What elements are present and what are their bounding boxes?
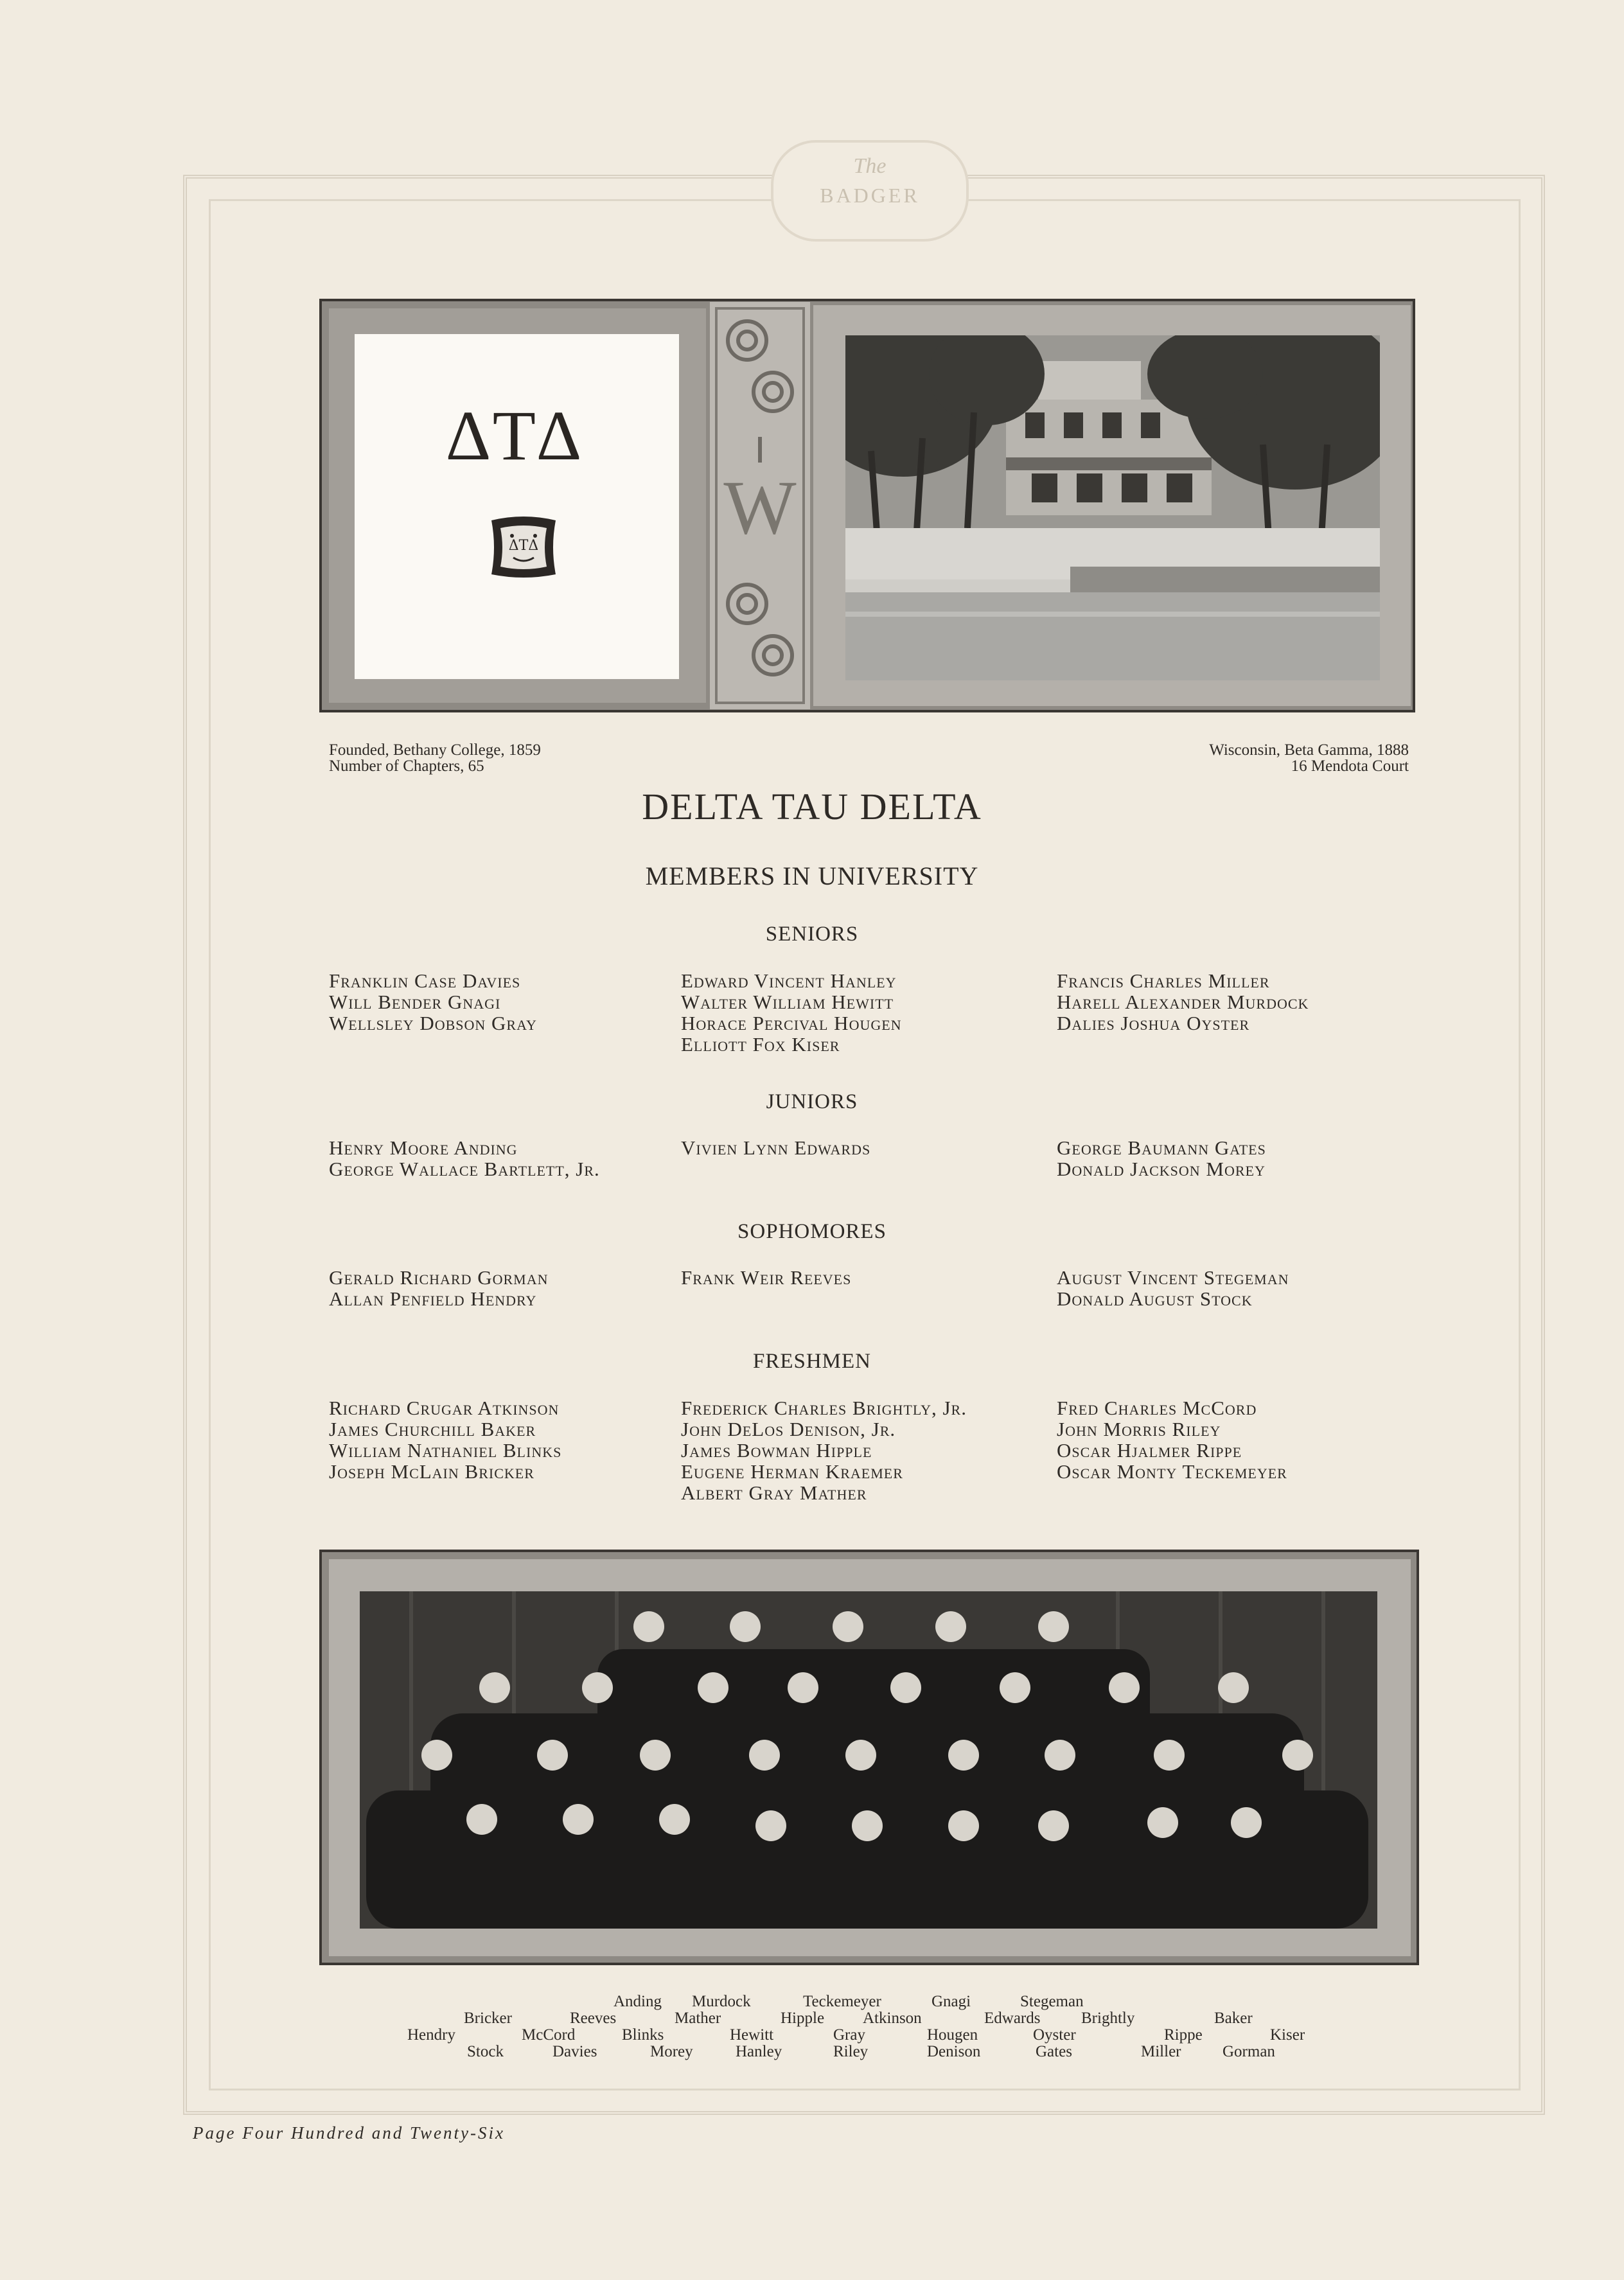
member-name: Edward Vincent Hanley <box>681 969 897 992</box>
caption-name: Murdock <box>692 1993 751 2010</box>
member-name: Fred Charles McCord <box>1057 1397 1257 1419</box>
page-number: Page Four Hundred and Twenty-Six <box>193 2123 505 2143</box>
address-line: 16 Mendota Court <box>1291 757 1409 775</box>
founded-line: Founded, Bethany College, 1859 <box>329 741 541 759</box>
caption-name: Morey <box>650 2043 693 2060</box>
masthead-the: The <box>853 154 887 178</box>
sophomores-col1 <box>329 1267 549 1309</box>
fraternity-badge-icon <box>485 509 562 586</box>
caption-name: Hipple <box>781 2010 825 2027</box>
member-name: Elliott Fox Kiser <box>681 1033 840 1056</box>
caption-name: Bricker <box>464 2010 512 2027</box>
caption-name: Edwards <box>984 2010 1041 2027</box>
member-name: William Nathaniel Blinks <box>329 1439 562 1462</box>
caption-name: Hanley <box>736 2043 782 2060</box>
juniors-col3 <box>1057 1137 1266 1180</box>
badge-letters: ΔΤΔ <box>508 538 539 554</box>
member-name: James Churchill Baker <box>329 1418 536 1440</box>
member-name: Oscar Monty Teckemeyer <box>1057 1460 1287 1483</box>
member-name: Will Bender Gnagi <box>329 991 501 1013</box>
caption-name: Hewitt <box>730 2026 774 2044</box>
freshmen-heading: FRESHMEN <box>752 1350 872 1373</box>
caption-name: Riley <box>833 2043 869 2060</box>
juniors-col1 <box>329 1137 600 1180</box>
caption-name: Reeves <box>570 2010 617 2027</box>
caption-name: Stegeman <box>1020 1993 1084 2010</box>
member-name: Dalies Joshua Oyster <box>1057 1012 1250 1034</box>
caption-name: Hendry <box>407 2026 455 2044</box>
divider-letter: W <box>723 464 797 550</box>
caption-name: Gray <box>833 2026 865 2044</box>
caption-name: Rippe <box>1164 2026 1203 2044</box>
member-name: Donald Jackson Morey <box>1057 1158 1266 1180</box>
seniors-col1 <box>329 970 537 1034</box>
member-name: Eugene Herman Kraemer <box>681 1460 903 1483</box>
sophomores-col2 <box>681 1267 851 1288</box>
sophomores-col3 <box>1057 1267 1289 1309</box>
juniors-heading: JUNIORS <box>766 1090 858 1113</box>
caption-name: McCord <box>522 2026 576 2044</box>
member-name: Henry Moore Anding <box>329 1136 518 1159</box>
member-name: Francis Charles Miller <box>1057 969 1270 992</box>
crest-card <box>355 334 679 679</box>
member-name: Donald August Stock <box>1057 1287 1253 1310</box>
member-name: Joseph McLain Bricker <box>329 1460 534 1483</box>
caption-name: Denison <box>927 2043 981 2060</box>
caption-name: Davies <box>552 2043 597 2060</box>
caption-name: Kiser <box>1270 2026 1305 2044</box>
member-name: Franklin Case Davies <box>329 969 521 992</box>
founded-info <box>329 742 541 774</box>
member-name: George Wallace Bartlett, Jr. <box>329 1158 600 1180</box>
chapter-house-photo <box>845 335 1380 680</box>
member-name: August Vincent Stegeman <box>1057 1266 1289 1289</box>
member-name: George Baumann Gates <box>1057 1136 1266 1159</box>
member-name: Allan Penfield Hendry <box>329 1287 537 1310</box>
caption-name: Hougen <box>927 2026 978 2044</box>
member-name: James Bowman Hipple <box>681 1439 872 1462</box>
greek-letters: ΔΤΔ <box>445 396 588 475</box>
seniors-heading: SENIORS <box>765 923 859 946</box>
caption-name: Gorman <box>1222 2043 1275 2060</box>
caption-name: Baker <box>1214 2010 1253 2027</box>
member-name: John DeLos Denison, Jr. <box>681 1418 896 1440</box>
caption-name: Oyster <box>1033 2026 1076 2044</box>
member-name: Oscar Hjalmer Rippe <box>1057 1439 1242 1462</box>
seniors-col2 <box>681 970 902 1055</box>
member-name: Harell Alexander Murdock <box>1057 991 1309 1013</box>
sophomores-heading: SOPHOMORES <box>737 1220 887 1243</box>
member-name: Wellsley Dobson Gray <box>329 1012 537 1034</box>
caption-name: Gnagi <box>931 1993 971 2010</box>
masthead-cartouche <box>771 140 969 242</box>
freshmen-col1 <box>329 1397 561 1482</box>
member-name: Vivien Lynn Edwards <box>681 1136 871 1159</box>
caption-name: Blinks <box>622 2026 664 2044</box>
caption-name: Miller <box>1141 2043 1181 2060</box>
caption-name: Anding <box>613 1993 662 2010</box>
group-photo <box>360 1591 1377 1929</box>
member-name: Albert Gray Mather <box>681 1481 867 1504</box>
caption-name: Atkinson <box>863 2010 922 2027</box>
caption-name: Brightly <box>1081 2010 1135 2027</box>
caption-name: Teckemeyer <box>803 1993 881 2010</box>
seniors-col3 <box>1057 970 1309 1034</box>
member-name: Horace Percival Hougen <box>681 1012 902 1034</box>
caption-name: Mather <box>675 2010 721 2027</box>
chapter-line: Wisconsin, Beta Gamma, 1888 <box>1209 741 1409 759</box>
member-name: Walter William Hewitt <box>681 991 894 1013</box>
chapters-line: Number of Chapters, 65 <box>329 757 484 775</box>
chapter-info <box>1054 742 1409 774</box>
freshmen-col2 <box>681 1397 967 1503</box>
juniors-col2 <box>681 1137 870 1158</box>
ornamental-divider <box>710 302 810 709</box>
page-title: DELTA TAU DELTA <box>642 786 982 827</box>
member-name: John Morris Riley <box>1057 1418 1221 1440</box>
freshmen-col3 <box>1057 1397 1287 1482</box>
member-name: Gerald Richard Gorman <box>329 1266 549 1289</box>
caption-name: Gates <box>1036 2043 1072 2060</box>
caption-name: Stock <box>467 2043 504 2060</box>
member-name: Richard Crugar Atkinson <box>329 1397 560 1419</box>
page-subtitle: MEMBERS IN UNIVERSITY <box>645 862 979 890</box>
masthead-name: BADGER <box>820 184 920 207</box>
member-name: Frank Weir Reeves <box>681 1266 852 1289</box>
member-name: Frederick Charles Brightly, Jr. <box>681 1397 967 1419</box>
